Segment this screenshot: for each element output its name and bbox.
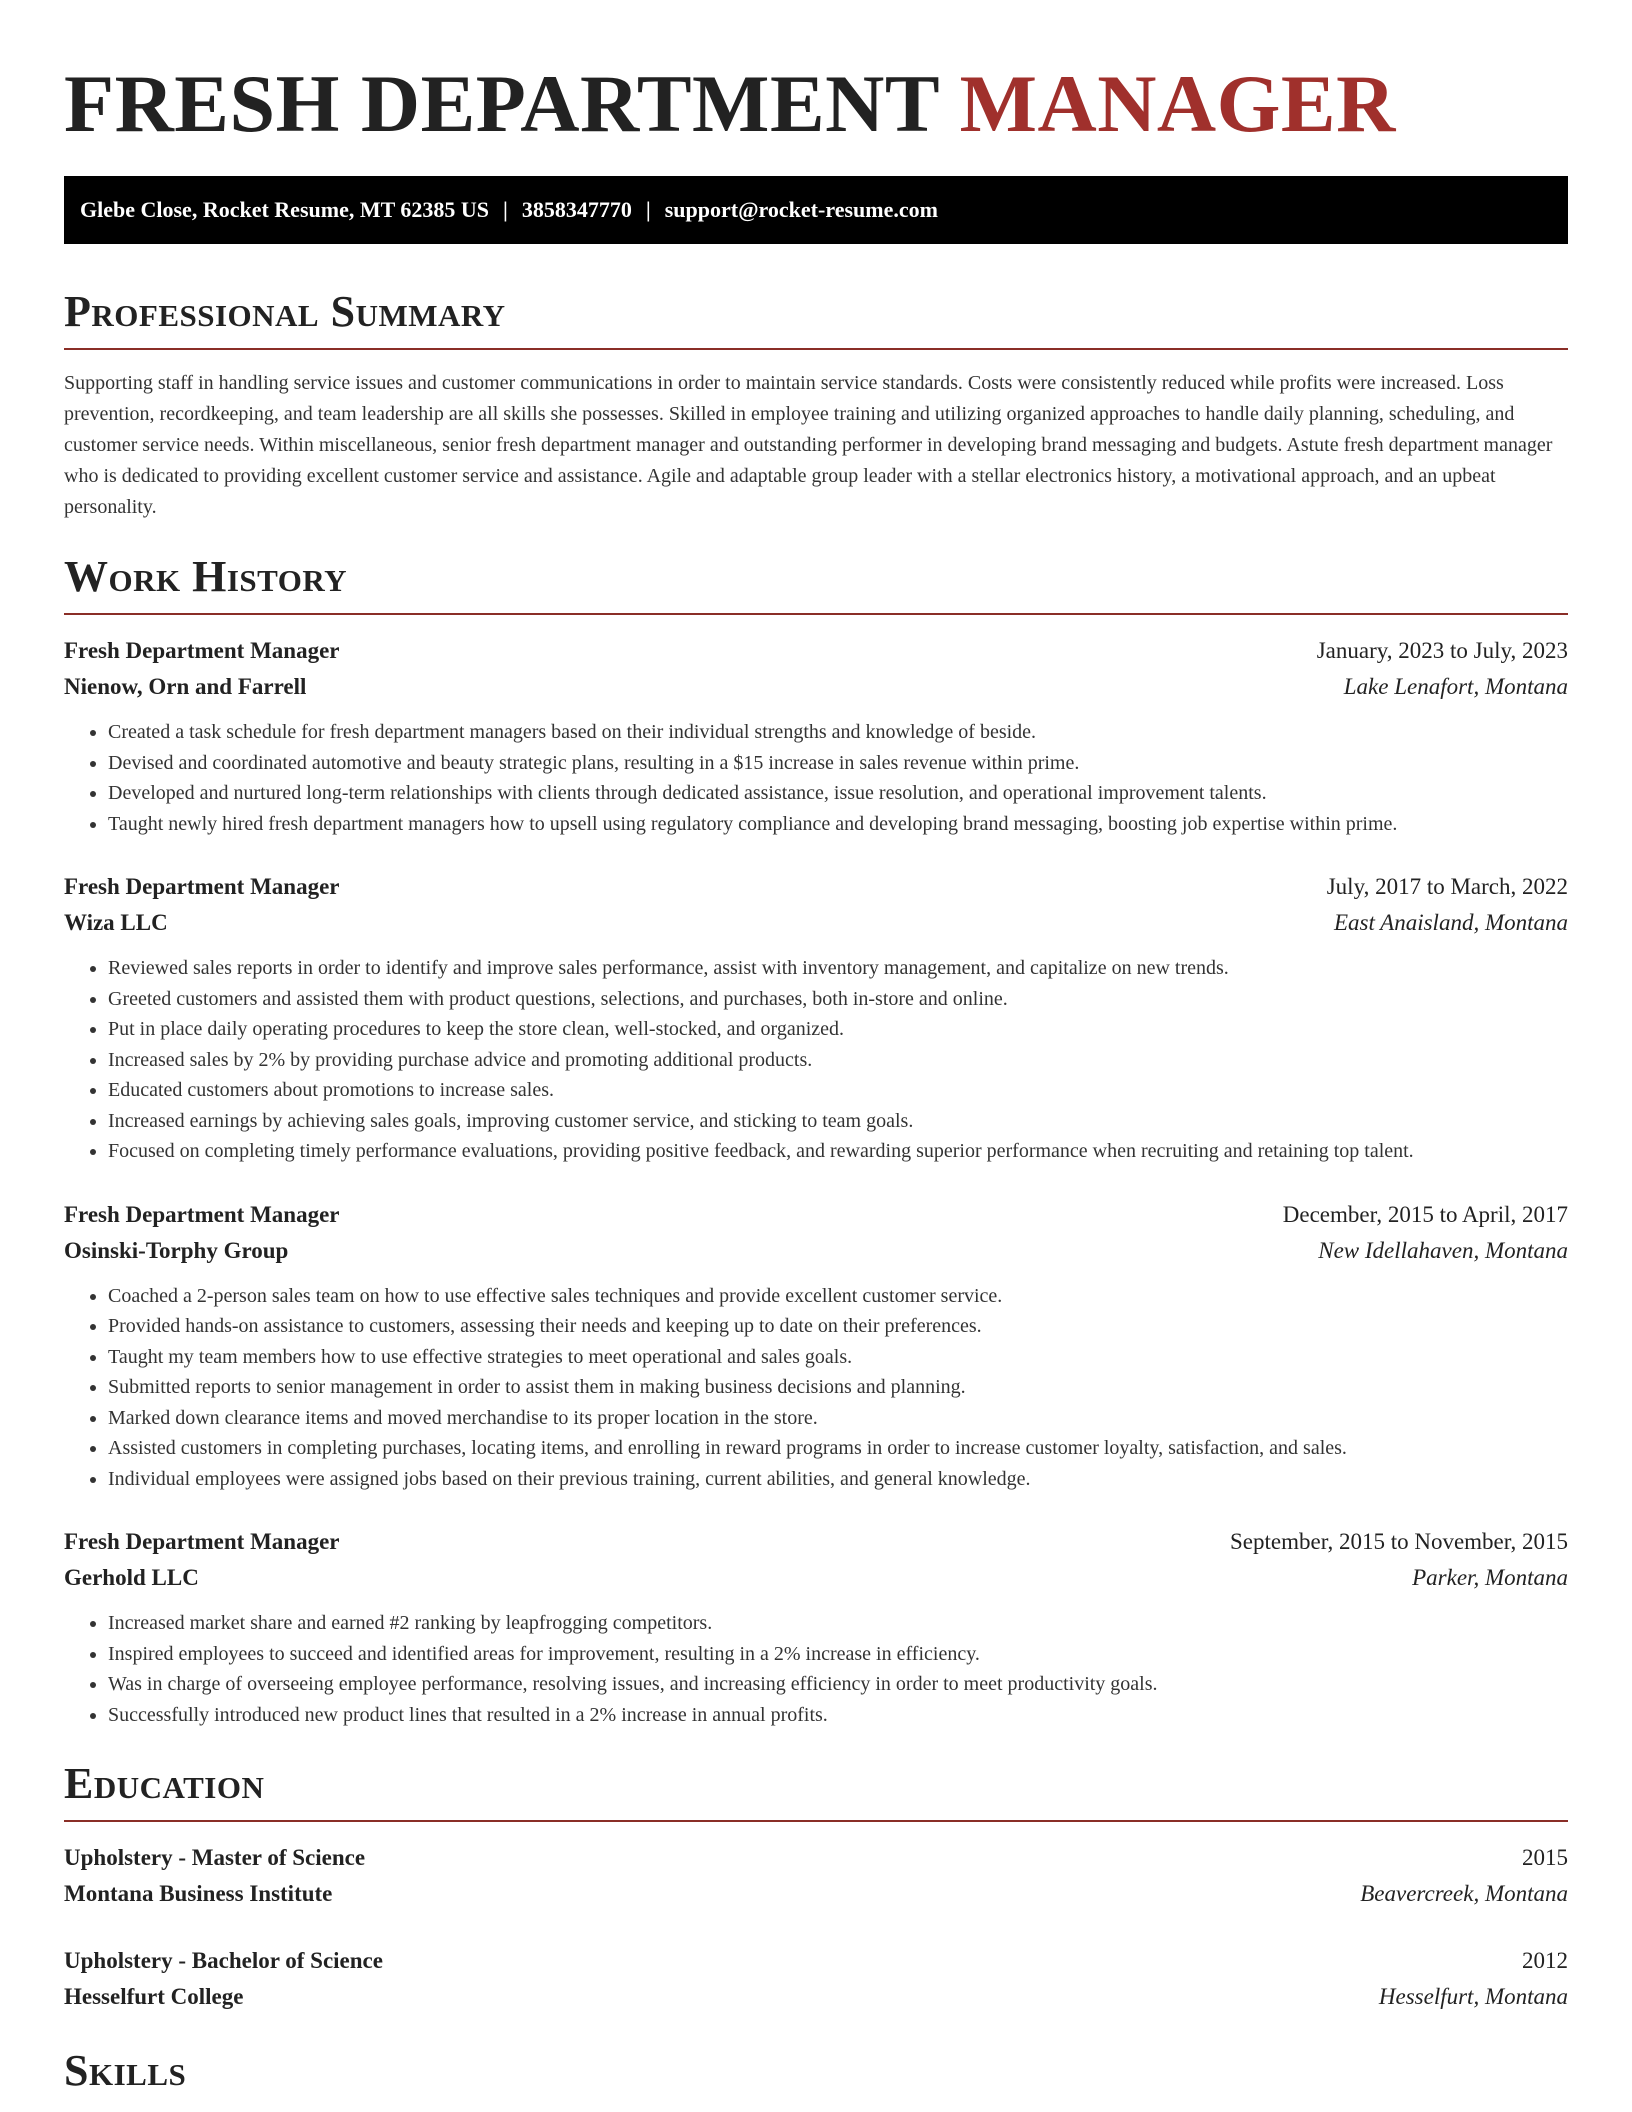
job-company-row	[64, 905, 1568, 941]
work-title: Work History	[64, 552, 348, 601]
list-item: • Devised and coordinated automotive and beauty strategic plans, resulting in a $15 increase in sales revenue within prime.	[108, 748, 1568, 779]
list-item: • Assisted customers in completing purchases, locating items, and enrolling in reward programs in order to increase customer loyalty, satisfaction, and sales.	[108, 1433, 1568, 1464]
job-company: Nienow, Orn and Farrell	[64, 674, 307, 699]
skills-section	[64, 2045, 1568, 2097]
job-bullets	[64, 717, 1568, 839]
section-divider	[64, 348, 1568, 350]
job-header-row	[64, 1197, 1568, 1233]
education-degree: Upholstery - Master of Science	[64, 1845, 366, 1870]
resume-name-heading	[64, 0, 1568, 152]
summary-title: Professional Summary	[64, 287, 506, 336]
job-bullets	[64, 1281, 1568, 1495]
job-company: Osinski-Torphy Group	[64, 1237, 289, 1263]
education-year: 2012	[1522, 1948, 1568, 1973]
education-degree-row	[64, 1943, 1568, 1979]
education-location: Hesselfurt, Montana	[1378, 1984, 1568, 2009]
list-item: • Coached a 2-person sales team on how to use effective sales techniques and provide excellent customer service.	[108, 1281, 1568, 1312]
name-first: FRESH DEPARTMENT	[64, 58, 939, 149]
education-section	[64, 1758, 1568, 2015]
list-item: • Educated customers about promotions to increase sales.	[108, 1075, 1568, 1106]
job-title: Fresh Department Manager	[64, 874, 340, 899]
job-dates: January, 2023 to July, 2023	[1316, 638, 1568, 663]
job-company: Gerhold LLC	[64, 1565, 199, 1590]
list-item: • Taught newly hired fresh department managers how to upsell using regulatory compliance and developing brand messaging, boosting job expertise within prime.	[108, 809, 1568, 840]
contact-separator: |	[645, 197, 651, 222]
job-title: Fresh Department Manager	[64, 1201, 340, 1227]
education-school: Hesselfurt College	[64, 1984, 244, 2009]
job-title: Fresh Department Manager	[64, 638, 340, 663]
job-entry	[64, 633, 1568, 839]
contact-bar	[64, 176, 1568, 244]
education-entry	[64, 1943, 1568, 2015]
list-item: • Increased market share and earned #2 ranking by leapfrogging competitors.	[108, 1608, 1568, 1639]
job-header-row	[64, 633, 1568, 669]
list-item: • Provided hands-on assistance to customers, assessing their needs and keeping up to date on their preferences.	[108, 1311, 1568, 1342]
education-title: Education	[64, 1759, 265, 1808]
list-item: • Individual employees were assigned jobs based on their previous training, current abilities, and general knowledge.	[108, 1464, 1568, 1495]
job-location: Parker, Montana	[1412, 1565, 1568, 1590]
job-header-row	[64, 1524, 1568, 1560]
list-item: • Marked down clearance items and moved merchandise to its proper location in the store.	[108, 1403, 1568, 1434]
education-location: Beavercreek, Montana	[1360, 1881, 1568, 1906]
list-item: • Was in charge of overseeing employee performance, resolving issues, and increasing efficiency in order to meet productivity goals.	[108, 1669, 1568, 1700]
job-location: East Anaisland, Montana	[1333, 910, 1568, 935]
summary-section	[64, 286, 1568, 523]
job-entry	[64, 1524, 1568, 1730]
section-divider	[64, 1820, 1568, 1822]
contact-separator: |	[503, 197, 508, 222]
list-item: • Created a task schedule for fresh department managers based on their individual strengths and knowledge of beside.	[108, 717, 1568, 748]
education-degree: Upholstery - Bachelor of Science	[64, 1948, 383, 1973]
job-location: Lake Lenafort, Montana	[1343, 674, 1568, 699]
job-entry	[64, 1197, 1568, 1495]
education-school-row	[64, 1876, 1568, 1912]
contact-address: Glebe Close, Rocket Resume, MT 62385 US	[80, 197, 489, 222]
list-item: • Focused on completing timely performance evaluations, providing positive feedback, and rewarding superior performance when recruiting and retaining top talent.	[108, 1136, 1568, 1167]
name-last: MANAGER	[959, 58, 1396, 149]
job-dates: December, 2015 to April, 2017	[1282, 1201, 1568, 1227]
job-company-row	[64, 669, 1568, 705]
list-item: • Inspired employees to succeed and identified areas for improvement, resulting in a 2% increase in efficiency.	[108, 1639, 1568, 1670]
education-degree-row	[64, 1840, 1568, 1876]
contact-email[interactable]: support@rocket-resume.com	[664, 197, 938, 222]
summary-text: Supporting staff in handling service issues and customer communications in order to maintain service standards. Costs were consistently reduced while profits were increased. Loss prevention, recordkeeping, and team leadership are all skills she possesses. Skilled in employee training and utilizing organized approaches to handle daily planning, scheduling, and customer service needs. Within miscellaneous, senior fresh department manager and outstanding performer in developing brand messaging and budgets. Astute fresh department manager who is dedicated to providing excellent customer service and assistance. Agile and adaptable group leader with a stellar electronics history, a motivational approach, and an upbeat personality.	[64, 372, 1553, 518]
education-school-row	[64, 1979, 1568, 2015]
list-item: • Developed and nurtured long-term relationships with clients through dedicated assistance, issue resolution, and operational improvement talents.	[108, 778, 1568, 809]
job-company: Wiza LLC	[64, 910, 168, 935]
skills-title: Skills	[64, 2046, 187, 2095]
list-item: • Successfully introduced new product lines that resulted in a 2% increase in annual profits.	[108, 1700, 1568, 1731]
education-school: Montana Business Institute	[64, 1881, 333, 1906]
job-dates: July, 2017 to March, 2022	[1326, 874, 1568, 899]
job-entry	[64, 869, 1568, 1167]
section-divider	[64, 613, 1568, 615]
list-item: • Increased sales by 2% by providing purchase advice and promoting additional products.	[108, 1045, 1568, 1076]
education-entry	[64, 1840, 1568, 1912]
list-item: • Submitted reports to senior management in order to assist them in making business decisions and planning.	[108, 1372, 1568, 1403]
job-bullets	[64, 953, 1568, 1167]
list-item: • Taught my team members how to use effective strategies to meet operational and sales goals.	[108, 1342, 1568, 1373]
job-location: New Idellahaven, Montana	[1318, 1237, 1568, 1263]
contact-phone[interactable]: 3858347770	[521, 197, 632, 222]
job-company-row	[64, 1560, 1568, 1596]
education-year: 2015	[1522, 1845, 1568, 1870]
list-item: • Increased earnings by achieving sales goals, improving customer service, and sticking to team goals.	[108, 1106, 1568, 1137]
list-item: • Put in place daily operating procedures to keep the store clean, well-stocked, and organized.	[108, 1014, 1568, 1045]
job-header-row	[64, 869, 1568, 905]
list-item: • Reviewed sales reports in order to identify and improve sales performance, assist with inventory management, and capitalize on new trends.	[108, 953, 1568, 984]
job-company-row	[64, 1233, 1568, 1269]
job-dates: September, 2015 to November, 2015	[1230, 1529, 1568, 1554]
work-section	[64, 551, 1568, 1730]
list-item: • Greeted customers and assisted them with product questions, selections, and purchases, both in-store and online.	[108, 984, 1568, 1015]
job-title: Fresh Department Manager	[64, 1529, 340, 1554]
job-bullets	[64, 1608, 1568, 1730]
resume-page	[64, 0, 1568, 2097]
